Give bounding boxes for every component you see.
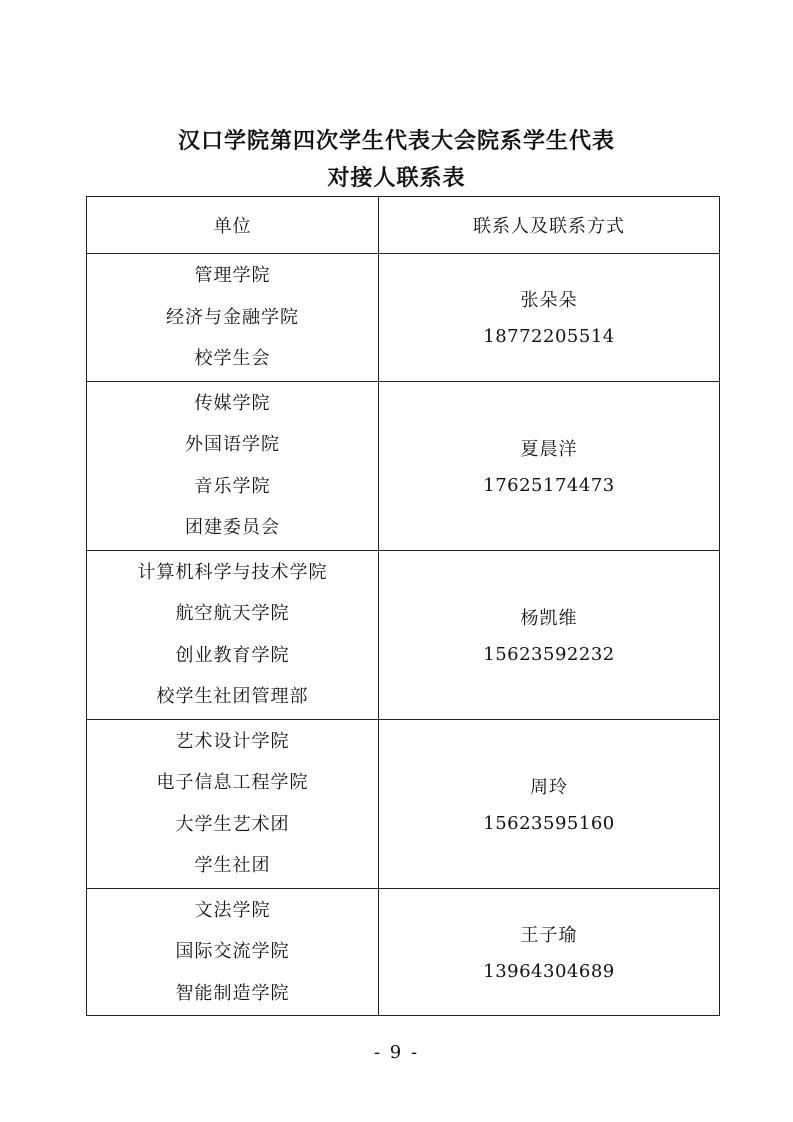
unit-name: 学生社团 [194,855,271,876]
table-header-row [87,197,720,254]
document-title-line2: 对接人联系表 [327,166,466,191]
page-number: - 9 - [373,1042,420,1063]
unit-name: 大学生艺术团 [175,813,290,835]
unit-name: 经济与金融学院 [166,306,299,328]
header-contact: 联系人及联系方式 [379,197,720,254]
contact-name: 王子瑜 [520,924,578,946]
unit-name: 传媒学院 [194,392,271,414]
unit-cell [87,719,379,888]
contact-phone: 15623592232 [483,643,615,665]
unit-cell [87,888,379,1016]
contact-cell [379,254,720,382]
table-row [87,550,720,719]
unit-name: 电子信息工程学院 [156,772,309,793]
unit-cell [87,550,379,719]
unit-name: 外国语学院 [185,434,280,455]
unit-name: 艺术设计学院 [175,730,290,752]
contact-phone: 15623595160 [483,812,615,834]
contact-name: 张朵朵 [520,290,578,312]
table-row [87,254,720,382]
contact-phone: 17625174473 [483,474,615,496]
contact-phone: 18772205514 [483,326,615,348]
contact-cell [379,550,720,719]
unit-name: 团建委员会 [185,517,280,538]
document-title-line1: 汉口学院第四次学生代表大会院系学生代表 [177,129,615,154]
contact-cell [379,888,720,1016]
unit-name: 计算机科学与技术学院 [137,561,328,583]
contact-name: 杨凯维 [520,607,578,629]
unit-name: 校学生会 [194,348,271,369]
contacts-table [86,196,720,1016]
unit-cell [87,254,379,382]
contact-cell [379,381,720,550]
table-row [87,888,720,1016]
unit-name: 智能制造学院 [175,982,290,1004]
unit-name: 管理学院 [194,265,271,286]
unit-name: 校学生社团管理部 [156,686,309,707]
unit-name: 国际交流学院 [175,941,290,962]
unit-cell [87,381,379,550]
contact-name: 夏晨洋 [520,438,578,460]
contact-phone: 13964304689 [483,960,615,982]
header-unit: 单位 [87,197,379,254]
table-row [87,719,720,888]
unit-name: 文法学院 [194,899,271,921]
unit-name: 航空航天学院 [175,603,290,624]
contact-name: 周玲 [530,776,568,798]
table-row [87,381,720,550]
contact-cell [379,719,720,888]
unit-name: 创业教育学院 [175,644,290,666]
unit-name: 音乐学院 [194,475,271,497]
